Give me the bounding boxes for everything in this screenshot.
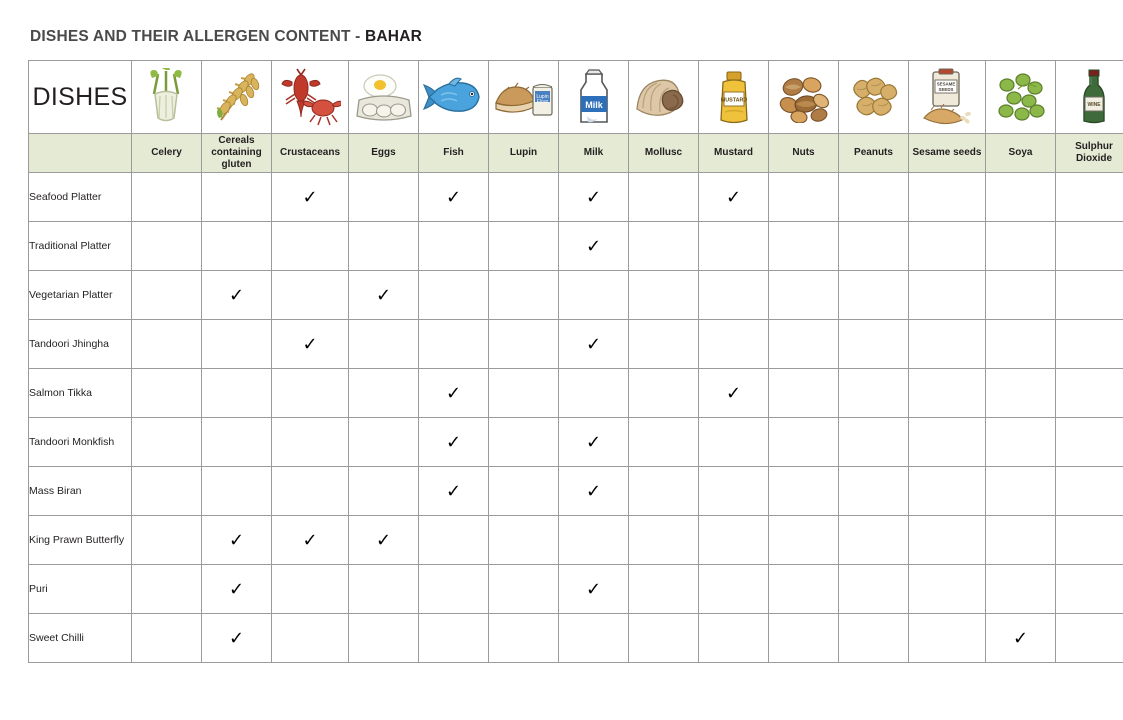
allergen-icon-cell-soya — [986, 61, 1056, 134]
page-title — [30, 28, 1095, 46]
allergen-cell-nuts — [769, 271, 839, 320]
allergen-cell-eggs — [349, 565, 419, 614]
allergen-cell-sesame-seeds — [909, 565, 986, 614]
allergen-cell-eggs — [349, 369, 419, 418]
check-icon: ✓ — [228, 529, 245, 551]
check-icon: ✓ — [375, 284, 392, 306]
allergen-cell-milk — [559, 320, 629, 369]
check-icon: ✓ — [302, 333, 318, 355]
allergen-cell-sesame-seeds — [909, 222, 986, 271]
allergen-cell-celery — [132, 173, 202, 222]
allergen-cell-milk — [559, 418, 629, 467]
allergen-label-sulphur: Sulphur Dioxide — [1056, 134, 1123, 173]
allergen-cell-lupin — [489, 173, 559, 222]
allergen-icon-cell-cereals — [202, 61, 272, 134]
allergen-cell-fish — [419, 467, 489, 516]
allergen-icon-cell-sulphur — [1056, 61, 1123, 134]
allergen-cell-mustard — [699, 173, 769, 222]
allergen-label-celery: Celery — [132, 134, 202, 173]
allergen-cell-peanuts — [839, 320, 909, 369]
dish-name-cell: Puri — [29, 565, 132, 614]
allergen-cell-fish — [419, 565, 489, 614]
page-title-prefix: DISHES AND THEIR ALLERGEN CONTENT - — [30, 28, 366, 45]
allergen-cell-lupin — [489, 516, 559, 565]
allergen-icon-cell-fish — [419, 61, 489, 134]
allergen-label-mustard: Mustard — [699, 134, 769, 173]
allergen-cell-crustaceans — [272, 222, 349, 271]
allergen-cell-sulphur-dioxide — [1056, 222, 1123, 271]
dish-name-cell: Traditional Platter — [29, 222, 132, 271]
allergen-icon-cell-mustard — [699, 61, 769, 134]
allergen-cell-mustard — [699, 271, 769, 320]
check-icon: ✓ — [585, 333, 602, 355]
allergen-cell-mustard — [699, 418, 769, 467]
allergen-cell-sesame-seeds — [909, 369, 986, 418]
allergen-label-crustaceans: Crustaceans — [272, 134, 349, 173]
svg-text:Lupin: Lupin — [535, 94, 549, 100]
allergen-table — [28, 60, 1123, 663]
allergen-cell-soya — [986, 565, 1056, 614]
dish-name-cell: Sweet Chilli — [29, 614, 132, 663]
allergen-icon-cell-peanuts — [839, 61, 909, 134]
allergen-cell-cereals-containing-gluten — [202, 320, 272, 369]
allergen-cell-cereals-containing-gluten — [202, 614, 272, 663]
check-icon: ✓ — [302, 529, 318, 551]
allergen-cell-peanuts — [839, 614, 909, 663]
nuts-icon — [769, 62, 838, 132]
allergen-cell-nuts — [769, 418, 839, 467]
table-row — [29, 614, 1123, 663]
allergen-cell-milk — [559, 222, 629, 271]
allergen-cell-mollusc — [629, 320, 699, 369]
allergen-cell-sulphur-dioxide — [1056, 565, 1123, 614]
wine-bottle-icon — [1056, 62, 1123, 132]
allergen-cell-fish — [419, 614, 489, 663]
allergen-cell-cereals-containing-gluten — [202, 173, 272, 222]
table-row — [29, 565, 1123, 614]
check-icon: ✓ — [1012, 627, 1029, 649]
check-icon: ✓ — [302, 186, 318, 208]
soya-icon — [986, 62, 1055, 132]
allergen-cell-mustard — [699, 320, 769, 369]
allergen-cell-soya — [986, 418, 1056, 467]
allergen-cell-peanuts — [839, 222, 909, 271]
allergen-label-soya: Soya — [986, 134, 1056, 173]
allergen-cell-celery — [132, 369, 202, 418]
allergen-cell-lupin — [489, 271, 559, 320]
lupin-flour-icon — [489, 62, 558, 132]
table-row — [29, 369, 1123, 418]
allergen-cell-eggs — [349, 614, 419, 663]
allergen-cell-soya — [986, 271, 1056, 320]
check-icon: ✓ — [585, 235, 602, 257]
allergen-icon-cell-lupin — [489, 61, 559, 134]
allergen-cell-soya — [986, 320, 1056, 369]
allergen-cell-fish — [419, 516, 489, 565]
allergen-cell-mustard — [699, 565, 769, 614]
check-icon: ✓ — [228, 627, 245, 649]
check-icon: ✓ — [585, 186, 602, 208]
table-row — [29, 516, 1123, 565]
allergen-label-fish: Fish — [419, 134, 489, 173]
allergen-cell-milk — [559, 369, 629, 418]
allergen-cell-cereals-containing-gluten — [202, 369, 272, 418]
allergen-cell-sulphur-dioxide — [1056, 173, 1123, 222]
allergen-cell-cereals-containing-gluten — [202, 467, 272, 516]
allergen-cell-eggs — [349, 467, 419, 516]
table-row — [29, 418, 1123, 467]
allergen-cell-fish — [419, 369, 489, 418]
svg-text:SESAME: SESAME — [936, 81, 956, 87]
check-icon: ✓ — [585, 578, 602, 600]
allergen-cell-mustard — [699, 614, 769, 663]
allergen-cell-crustaceans — [272, 271, 349, 320]
allergen-cell-lupin — [489, 467, 559, 516]
svg-text:WINE: WINE — [1087, 102, 1101, 108]
allergen-cell-crustaceans — [272, 614, 349, 663]
allergen-cell-sulphur-dioxide — [1056, 271, 1123, 320]
label-row-corner — [29, 134, 132, 173]
allergen-cell-sesame-seeds — [909, 516, 986, 565]
allergen-cell-cereals-containing-gluten — [202, 418, 272, 467]
allergen-cell-nuts — [769, 467, 839, 516]
allergen-icon-cell-milk — [559, 61, 629, 134]
svg-text:Milk: Milk — [584, 100, 603, 110]
allergen-cell-eggs — [349, 516, 419, 565]
allergen-icon-cell-eggs — [349, 61, 419, 134]
allergen-cell-lupin — [489, 222, 559, 271]
allergen-cell-celery — [132, 271, 202, 320]
allergen-cell-crustaceans — [272, 369, 349, 418]
allergen-cell-mollusc — [629, 369, 699, 418]
allergen-cell-soya — [986, 222, 1056, 271]
allergen-label-sesame: Sesame seeds — [909, 134, 986, 173]
allergen-cell-peanuts — [839, 565, 909, 614]
allergen-label-cereals: Cereals containing gluten — [202, 134, 272, 173]
allergen-cell-crustaceans — [272, 320, 349, 369]
allergen-cell-nuts — [769, 565, 839, 614]
allergen-cell-mustard — [699, 516, 769, 565]
allergen-cell-eggs — [349, 320, 419, 369]
allergen-icon-cell-nuts — [769, 61, 839, 134]
allergen-cell-mollusc — [629, 516, 699, 565]
allergen-cell-sulphur-dioxide — [1056, 418, 1123, 467]
allergen-cell-lupin — [489, 369, 559, 418]
restaurant-name: BAHAR — [365, 28, 422, 45]
svg-text:Flour: Flour — [536, 99, 548, 105]
allergen-cell-fish — [419, 418, 489, 467]
allergen-cell-mollusc — [629, 565, 699, 614]
allergen-cell-eggs — [349, 271, 419, 320]
allergen-cell-sesame-seeds — [909, 320, 986, 369]
check-icon: ✓ — [445, 186, 462, 208]
milk-icon — [559, 62, 628, 132]
dish-name-cell: Seafood Platter — [29, 173, 132, 222]
allergen-cell-soya — [986, 173, 1056, 222]
allergen-cell-sesame-seeds — [909, 271, 986, 320]
allergen-label-lupin: Lupin — [489, 134, 559, 173]
allergen-cell-mollusc — [629, 418, 699, 467]
allergen-cell-nuts — [769, 516, 839, 565]
mollusc-icon — [629, 62, 698, 132]
table-row — [29, 320, 1123, 369]
allergen-cell-milk — [559, 467, 629, 516]
dish-name-cell: Tandoori Monkfish — [29, 418, 132, 467]
crustacean-icon — [272, 62, 348, 132]
allergen-cell-mustard — [699, 222, 769, 271]
allergen-cell-milk — [559, 516, 629, 565]
allergen-cell-celery — [132, 516, 202, 565]
allergen-cell-fish — [419, 222, 489, 271]
check-icon: ✓ — [585, 431, 602, 453]
allergen-label-eggs: Eggs — [349, 134, 419, 173]
allergen-cell-nuts — [769, 614, 839, 663]
allergen-cell-celery — [132, 222, 202, 271]
allergen-cell-sulphur-dioxide — [1056, 614, 1123, 663]
allergen-cell-sesame-seeds — [909, 173, 986, 222]
allergen-cell-crustaceans — [272, 418, 349, 467]
allergen-label-row — [29, 134, 1123, 173]
allergen-cell-fish — [419, 173, 489, 222]
allergen-cell-peanuts — [839, 173, 909, 222]
allergen-cell-fish — [419, 271, 489, 320]
allergen-cell-soya — [986, 614, 1056, 663]
peanuts-icon — [839, 62, 908, 132]
allergen-cell-sulphur-dioxide — [1056, 320, 1123, 369]
allergen-label-mollusc: Mollusc — [629, 134, 699, 173]
allergen-cell-mollusc — [629, 222, 699, 271]
dish-name-cell: Vegetarian Platter — [29, 271, 132, 320]
allergen-cell-crustaceans — [272, 516, 349, 565]
allergen-cell-peanuts — [839, 516, 909, 565]
allergen-cell-cereals-containing-gluten — [202, 565, 272, 614]
allergen-cell-sulphur-dioxide — [1056, 369, 1123, 418]
allergen-icon-cell-sesame — [909, 61, 986, 134]
allergen-cell-fish — [419, 320, 489, 369]
allergen-cell-peanuts — [839, 418, 909, 467]
eggs-icon — [349, 62, 418, 132]
allergen-cell-sulphur-dioxide — [1056, 516, 1123, 565]
check-icon: ✓ — [725, 382, 742, 404]
allergen-cell-lupin — [489, 614, 559, 663]
allergen-cell-cereals-containing-gluten — [202, 271, 272, 320]
allergen-cell-sesame-seeds — [909, 418, 986, 467]
check-icon: ✓ — [585, 480, 602, 502]
dish-rows-body — [29, 173, 1123, 663]
allergen-cell-celery — [132, 565, 202, 614]
allergen-icon-cell-mollusc — [629, 61, 699, 134]
check-icon: ✓ — [725, 186, 742, 208]
allergen-cell-sesame-seeds — [909, 614, 986, 663]
allergen-label-milk: Milk — [559, 134, 629, 173]
allergen-cell-soya — [986, 369, 1056, 418]
allergen-cell-milk — [559, 565, 629, 614]
dish-name-cell: King Prawn Butterfly — [29, 516, 132, 565]
allergen-cell-peanuts — [839, 271, 909, 320]
allergen-cell-milk — [559, 173, 629, 222]
allergen-cell-soya — [986, 516, 1056, 565]
allergen-cell-nuts — [769, 369, 839, 418]
allergen-icon-row — [29, 61, 1123, 134]
allergen-icon-cell-crustaceans — [272, 61, 349, 134]
allergen-cell-nuts — [769, 173, 839, 222]
table-row — [29, 173, 1123, 222]
check-icon: ✓ — [445, 431, 462, 453]
allergen-cell-celery — [132, 418, 202, 467]
allergen-cell-sesame-seeds — [909, 467, 986, 516]
allergen-cell-soya — [986, 467, 1056, 516]
check-icon: ✓ — [445, 382, 462, 404]
allergen-cell-celery — [132, 320, 202, 369]
check-icon: ✓ — [228, 578, 245, 600]
allergen-cell-cereals-containing-gluten — [202, 222, 272, 271]
allergen-cell-crustaceans — [272, 467, 349, 516]
allergen-cell-milk — [559, 614, 629, 663]
allergen-cell-mustard — [699, 369, 769, 418]
allergen-cell-mollusc — [629, 173, 699, 222]
allergen-cell-mollusc — [629, 271, 699, 320]
allergen-label-peanuts: Peanuts — [839, 134, 909, 173]
allergen-cell-celery — [132, 467, 202, 516]
check-icon: ✓ — [445, 480, 462, 502]
allergen-cell-mollusc — [629, 614, 699, 663]
table-corner-label: DISHES — [29, 61, 132, 134]
allergen-cell-nuts — [769, 320, 839, 369]
fish-icon — [419, 62, 488, 132]
allergen-cell-crustaceans — [272, 565, 349, 614]
allergen-cell-milk — [559, 271, 629, 320]
allergen-cell-mustard — [699, 467, 769, 516]
svg-text:MUSTARD: MUSTARD — [720, 97, 747, 104]
table-row — [29, 271, 1123, 320]
allergen-cell-eggs — [349, 418, 419, 467]
allergen-cell-lupin — [489, 418, 559, 467]
celery-icon — [132, 62, 201, 132]
sesame-seeds-icon — [909, 62, 985, 132]
allergen-cell-eggs — [349, 222, 419, 271]
allergen-cell-peanuts — [839, 369, 909, 418]
check-icon: ✓ — [228, 284, 245, 306]
allergen-cell-lupin — [489, 320, 559, 369]
allergen-cell-crustaceans — [272, 173, 349, 222]
allergen-cell-cereals-containing-gluten — [202, 516, 272, 565]
table-row — [29, 467, 1123, 516]
allergen-cell-eggs — [349, 173, 419, 222]
allergen-cell-sulphur-dioxide — [1056, 467, 1123, 516]
wheat-icon — [202, 62, 271, 132]
allergen-cell-peanuts — [839, 467, 909, 516]
dish-name-cell: Salmon Tikka — [29, 369, 132, 418]
dish-name-cell: Tandoori Jhingha — [29, 320, 132, 369]
allergen-icon-cell-celery — [132, 61, 202, 134]
check-icon: ✓ — [375, 529, 392, 551]
allergen-label-nuts: Nuts — [769, 134, 839, 173]
allergen-cell-nuts — [769, 222, 839, 271]
mustard-icon — [699, 62, 768, 132]
table-row — [29, 222, 1123, 271]
allergen-cell-lupin — [489, 565, 559, 614]
allergen-cell-mollusc — [629, 467, 699, 516]
svg-text:SEEDS: SEEDS — [938, 87, 954, 92]
allergen-cell-celery — [132, 614, 202, 663]
dish-name-cell: Mass Biran — [29, 467, 132, 516]
